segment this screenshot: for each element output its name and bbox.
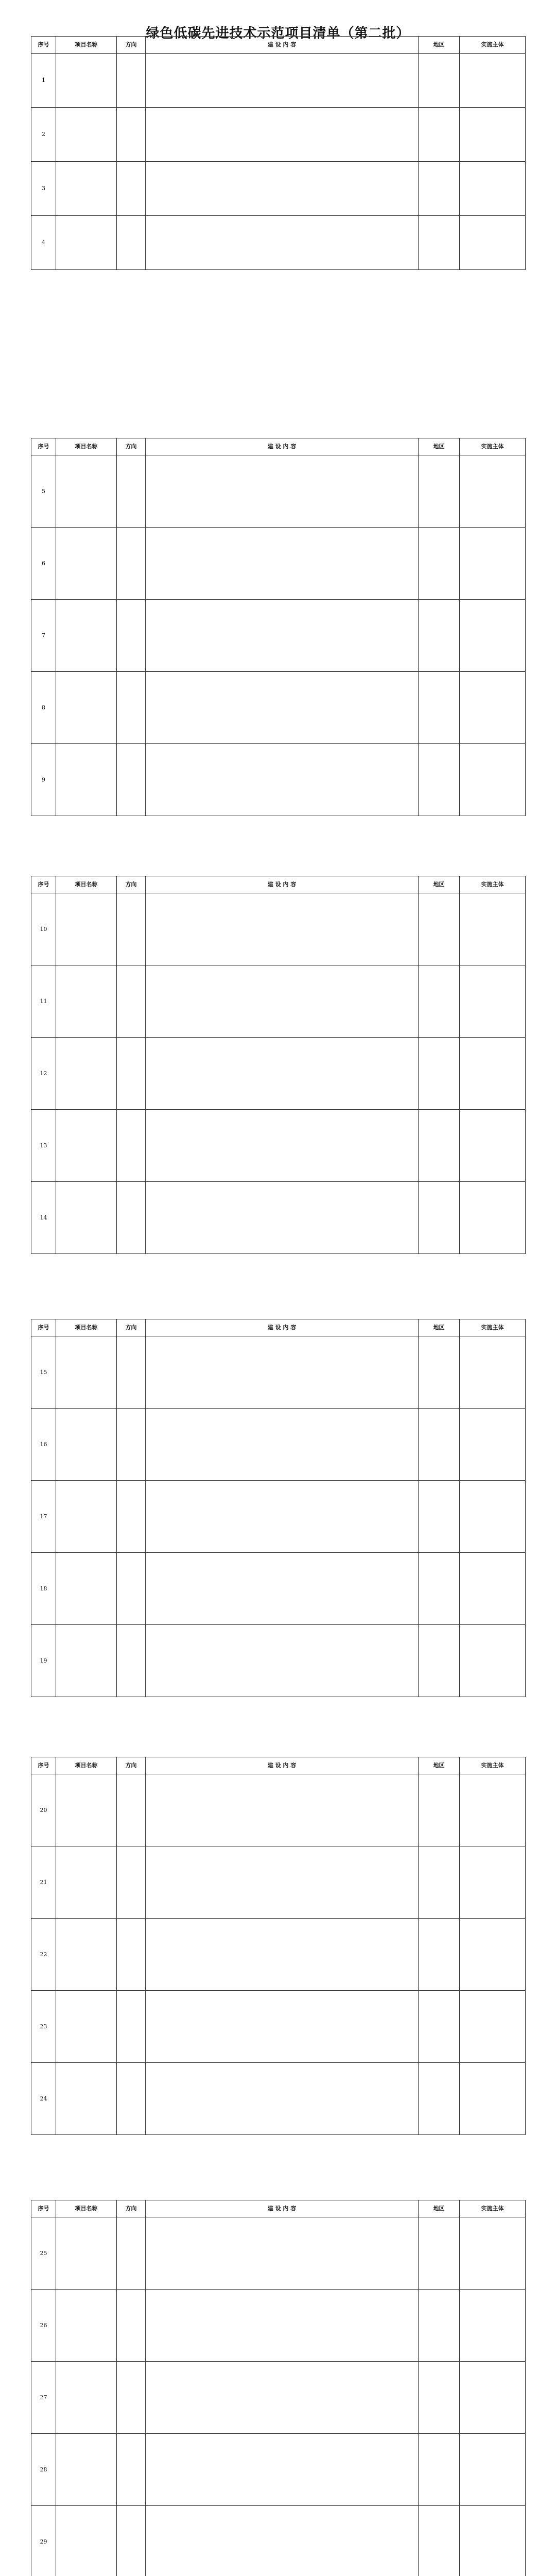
column-header: 地区 [419,876,460,893]
table-row [31,2290,526,2362]
table-row [31,455,526,528]
cell-owner [460,1409,526,1481]
cell-desc [146,1038,419,1110]
cell-desc [146,162,419,216]
cell-region [419,1110,460,1182]
cell-no: 14 [31,1182,56,1254]
cell-no: 24 [31,2063,56,2135]
cell-no: 1 [31,54,56,108]
cell-region [419,1409,460,1481]
cell-dir [117,600,146,672]
cell-owner [460,2217,526,2290]
table-row [31,1336,526,1409]
cell-region [419,2290,460,2362]
cell-no: 22 [31,1919,56,1991]
cell-dir [117,893,146,965]
project-table [31,36,526,270]
cell-name [56,600,117,672]
column-header: 方向 [117,1757,146,1774]
cell-no: 23 [31,1991,56,2063]
cell-dir [117,2434,146,2506]
cell-dir [117,2063,146,2135]
cell-region [419,1991,460,2063]
table-row [31,1553,526,1625]
column-header: 项目名称 [56,438,117,455]
cell-name [56,1110,117,1182]
cell-no: 2 [31,108,56,162]
column-header: 项目名称 [56,1757,117,1774]
cell-name [56,1625,117,1697]
cell-dir [117,1846,146,1919]
cell-region [419,108,460,162]
cell-no: 21 [31,1846,56,1919]
cell-owner [460,2063,526,2135]
cell-no: 13 [31,1110,56,1182]
cell-desc [146,54,419,108]
cell-desc [146,108,419,162]
cell-owner [460,744,526,816]
table-row [31,162,526,216]
cell-owner [460,1919,526,1991]
table-row [31,216,526,270]
cell-no: 4 [31,216,56,270]
cell-dir [117,1110,146,1182]
cell-no: 29 [31,2506,56,2576]
column-header: 实施主体 [460,876,526,893]
table-row [31,600,526,672]
cell-name [56,893,117,965]
cell-owner [460,1991,526,2063]
cell-name [56,108,117,162]
cell-region [419,744,460,816]
table-row [31,1846,526,1919]
cell-desc [146,528,419,600]
cell-dir [117,1481,146,1553]
column-header: 项目名称 [56,2200,117,2217]
cell-dir [117,1182,146,1254]
cell-name [56,2217,117,2290]
cell-name [56,528,117,600]
table-row [31,2434,526,2506]
cell-owner [460,1774,526,1846]
table-row [31,1625,526,1697]
table-header-row [31,37,526,54]
cell-no: 8 [31,672,56,744]
cell-dir [117,1625,146,1697]
cell-name [56,1336,117,1409]
column-header: 方向 [117,2200,146,2217]
table-page [31,1319,525,1697]
cell-owner [460,2362,526,2434]
cell-region [419,1336,460,1409]
project-table [31,1319,526,1697]
cell-no: 3 [31,162,56,216]
column-header: 项目名称 [56,876,117,893]
cell-region [419,1625,460,1697]
document-title: 绿色低碳先进技术示范项目清单（第二批） [146,26,410,41]
cell-desc [146,1336,419,1409]
cell-name [56,1846,117,1919]
cell-desc [146,1110,419,1182]
cell-owner [460,672,526,744]
cell-owner [460,1625,526,1697]
cell-region [419,2217,460,2290]
cell-name [56,2063,117,2135]
cell-name [56,965,117,1038]
column-header: 序号 [31,37,56,54]
table-page [31,1757,525,2135]
column-header: 地区 [419,2200,460,2217]
table-row [31,108,526,162]
cell-region [419,672,460,744]
cell-dir [117,455,146,528]
cell-owner [460,1846,526,1919]
cell-desc [146,1625,419,1697]
cell-name [56,2506,117,2576]
column-header: 地区 [419,37,460,54]
cell-no: 11 [31,965,56,1038]
column-header: 实施主体 [460,37,526,54]
column-header: 建 设 内 容 [146,1757,419,1774]
cell-name [56,54,117,108]
column-header: 序号 [31,2200,56,2217]
cell-desc [146,1774,419,1846]
table-header-row [31,2200,526,2217]
cell-owner [460,1481,526,1553]
cell-dir [117,162,146,216]
table-row [31,1182,526,1254]
cell-dir [117,672,146,744]
cell-dir [117,2506,146,2576]
cell-region [419,528,460,600]
cell-name [56,1991,117,2063]
column-header: 实施主体 [460,1757,526,1774]
cell-region [419,1919,460,1991]
project-table [31,438,526,816]
cell-no: 15 [31,1336,56,1409]
table-row [31,2063,526,2135]
cell-region [419,2434,460,2506]
table-row [31,528,526,600]
cell-desc [146,2217,419,2290]
cell-no: 28 [31,2434,56,2506]
table-row [31,1774,526,1846]
cell-owner [460,2290,526,2362]
table-row [31,1409,526,1481]
cell-region [419,162,460,216]
table-header-row [31,438,526,455]
cell-no: 10 [31,893,56,965]
cell-dir [117,2290,146,2362]
cell-owner [460,893,526,965]
cell-desc [146,672,419,744]
project-table [31,1757,526,2135]
cell-desc [146,1409,419,1481]
cell-name [56,216,117,270]
cell-desc [146,1846,419,1919]
cell-owner [460,455,526,528]
cell-region [419,1038,460,1110]
column-header: 实施主体 [460,438,526,455]
column-header: 建 设 内 容 [146,876,419,893]
cell-desc [146,2362,419,2434]
cell-name [56,1409,117,1481]
cell-name [56,672,117,744]
project-table [31,876,526,1254]
cell-owner [460,1038,526,1110]
cell-dir [117,108,146,162]
table-row [31,2217,526,2290]
column-header: 实施主体 [460,2200,526,2217]
cell-no: 18 [31,1553,56,1625]
cell-region [419,2506,460,2576]
cell-dir [117,54,146,108]
cell-desc [146,216,419,270]
cell-desc [146,1919,419,1991]
column-header: 地区 [419,1757,460,1774]
cell-name [56,455,117,528]
cell-region [419,216,460,270]
cell-desc [146,1991,419,2063]
cell-dir [117,528,146,600]
cell-region [419,2063,460,2135]
table-header-row [31,1319,526,1336]
column-header: 序号 [31,438,56,455]
column-header: 方向 [117,37,146,54]
cell-dir [117,744,146,816]
cell-desc [146,1481,419,1553]
column-header: 序号 [31,1319,56,1336]
cell-owner [460,108,526,162]
table-row [31,744,526,816]
column-header: 项目名称 [56,1319,117,1336]
cell-dir [117,1774,146,1846]
cell-desc [146,455,419,528]
table-header-row [31,876,526,893]
column-header: 方向 [117,1319,146,1336]
cell-no: 19 [31,1625,56,1697]
column-header: 地区 [419,1319,460,1336]
cell-owner [460,2506,526,2576]
cell-desc [146,2434,419,2506]
cell-name [56,2290,117,2362]
table-row [31,1110,526,1182]
cell-desc [146,893,419,965]
table-row [31,54,526,108]
cell-no: 9 [31,744,56,816]
cell-owner [460,54,526,108]
cell-region [419,54,460,108]
table-row [31,1038,526,1110]
cell-desc [146,2290,419,2362]
cell-no: 17 [31,1481,56,1553]
column-header: 方向 [117,438,146,455]
column-header: 建 设 内 容 [146,1319,419,1336]
cell-dir [117,1919,146,1991]
cell-desc [146,744,419,816]
table-page [31,876,525,1254]
table-header-row [31,1757,526,1774]
cell-dir [117,2362,146,2434]
cell-owner [460,2434,526,2506]
column-header: 方向 [117,876,146,893]
cell-region [419,965,460,1038]
cell-desc [146,2506,419,2576]
column-header: 建 设 内 容 [146,37,419,54]
table-row [31,1481,526,1553]
cell-owner [460,1110,526,1182]
cell-no: 25 [31,2217,56,2290]
cell-dir [117,965,146,1038]
project-table [31,2200,526,2576]
cell-owner [460,1336,526,1409]
cell-region [419,455,460,528]
column-header: 实施主体 [460,1319,526,1336]
cell-no: 20 [31,1774,56,1846]
table-row [31,2506,526,2576]
cell-name [56,2434,117,2506]
column-header: 序号 [31,876,56,893]
cell-desc [146,600,419,672]
cell-no: 5 [31,455,56,528]
cell-no: 6 [31,528,56,600]
cell-name [56,1553,117,1625]
table-row [31,672,526,744]
cell-name [56,1774,117,1846]
cell-region [419,1846,460,1919]
cell-region [419,2362,460,2434]
table-page [31,2200,525,2576]
cell-no: 16 [31,1409,56,1481]
cell-name [56,162,117,216]
cell-region [419,1481,460,1553]
cell-no: 27 [31,2362,56,2434]
table-row [31,1919,526,1991]
cell-desc [146,965,419,1038]
cell-no: 7 [31,600,56,672]
cell-name [56,2362,117,2434]
cell-no: 26 [31,2290,56,2362]
table-row [31,2362,526,2434]
cell-no: 12 [31,1038,56,1110]
cell-owner [460,1182,526,1254]
table-page [31,36,525,270]
cell-dir [117,1336,146,1409]
column-header: 序号 [31,1757,56,1774]
cell-region [419,893,460,965]
table-row [31,965,526,1038]
column-header: 项目名称 [56,37,117,54]
column-header: 建 设 内 容 [146,2200,419,2217]
cell-owner [460,1553,526,1625]
cell-owner [460,600,526,672]
cell-name [56,1481,117,1553]
cell-name [56,1182,117,1254]
cell-dir [117,1038,146,1110]
cell-region [419,1182,460,1254]
cell-owner [460,162,526,216]
cell-owner [460,216,526,270]
table-row [31,1991,526,2063]
table-page [31,438,525,816]
cell-dir [117,1991,146,2063]
table-row [31,893,526,965]
cell-name [56,1038,117,1110]
cell-desc [146,1553,419,1625]
column-header: 地区 [419,438,460,455]
cell-name [56,1919,117,1991]
cell-owner [460,528,526,600]
cell-desc [146,1182,419,1254]
cell-dir [117,1409,146,1481]
cell-owner [460,965,526,1038]
cell-region [419,1553,460,1625]
cell-dir [117,2217,146,2290]
cell-dir [117,1553,146,1625]
cell-name [56,744,117,816]
cell-region [419,1774,460,1846]
column-header: 建 设 内 容 [146,438,419,455]
cell-region [419,600,460,672]
cell-desc [146,2063,419,2135]
cell-dir [117,216,146,270]
